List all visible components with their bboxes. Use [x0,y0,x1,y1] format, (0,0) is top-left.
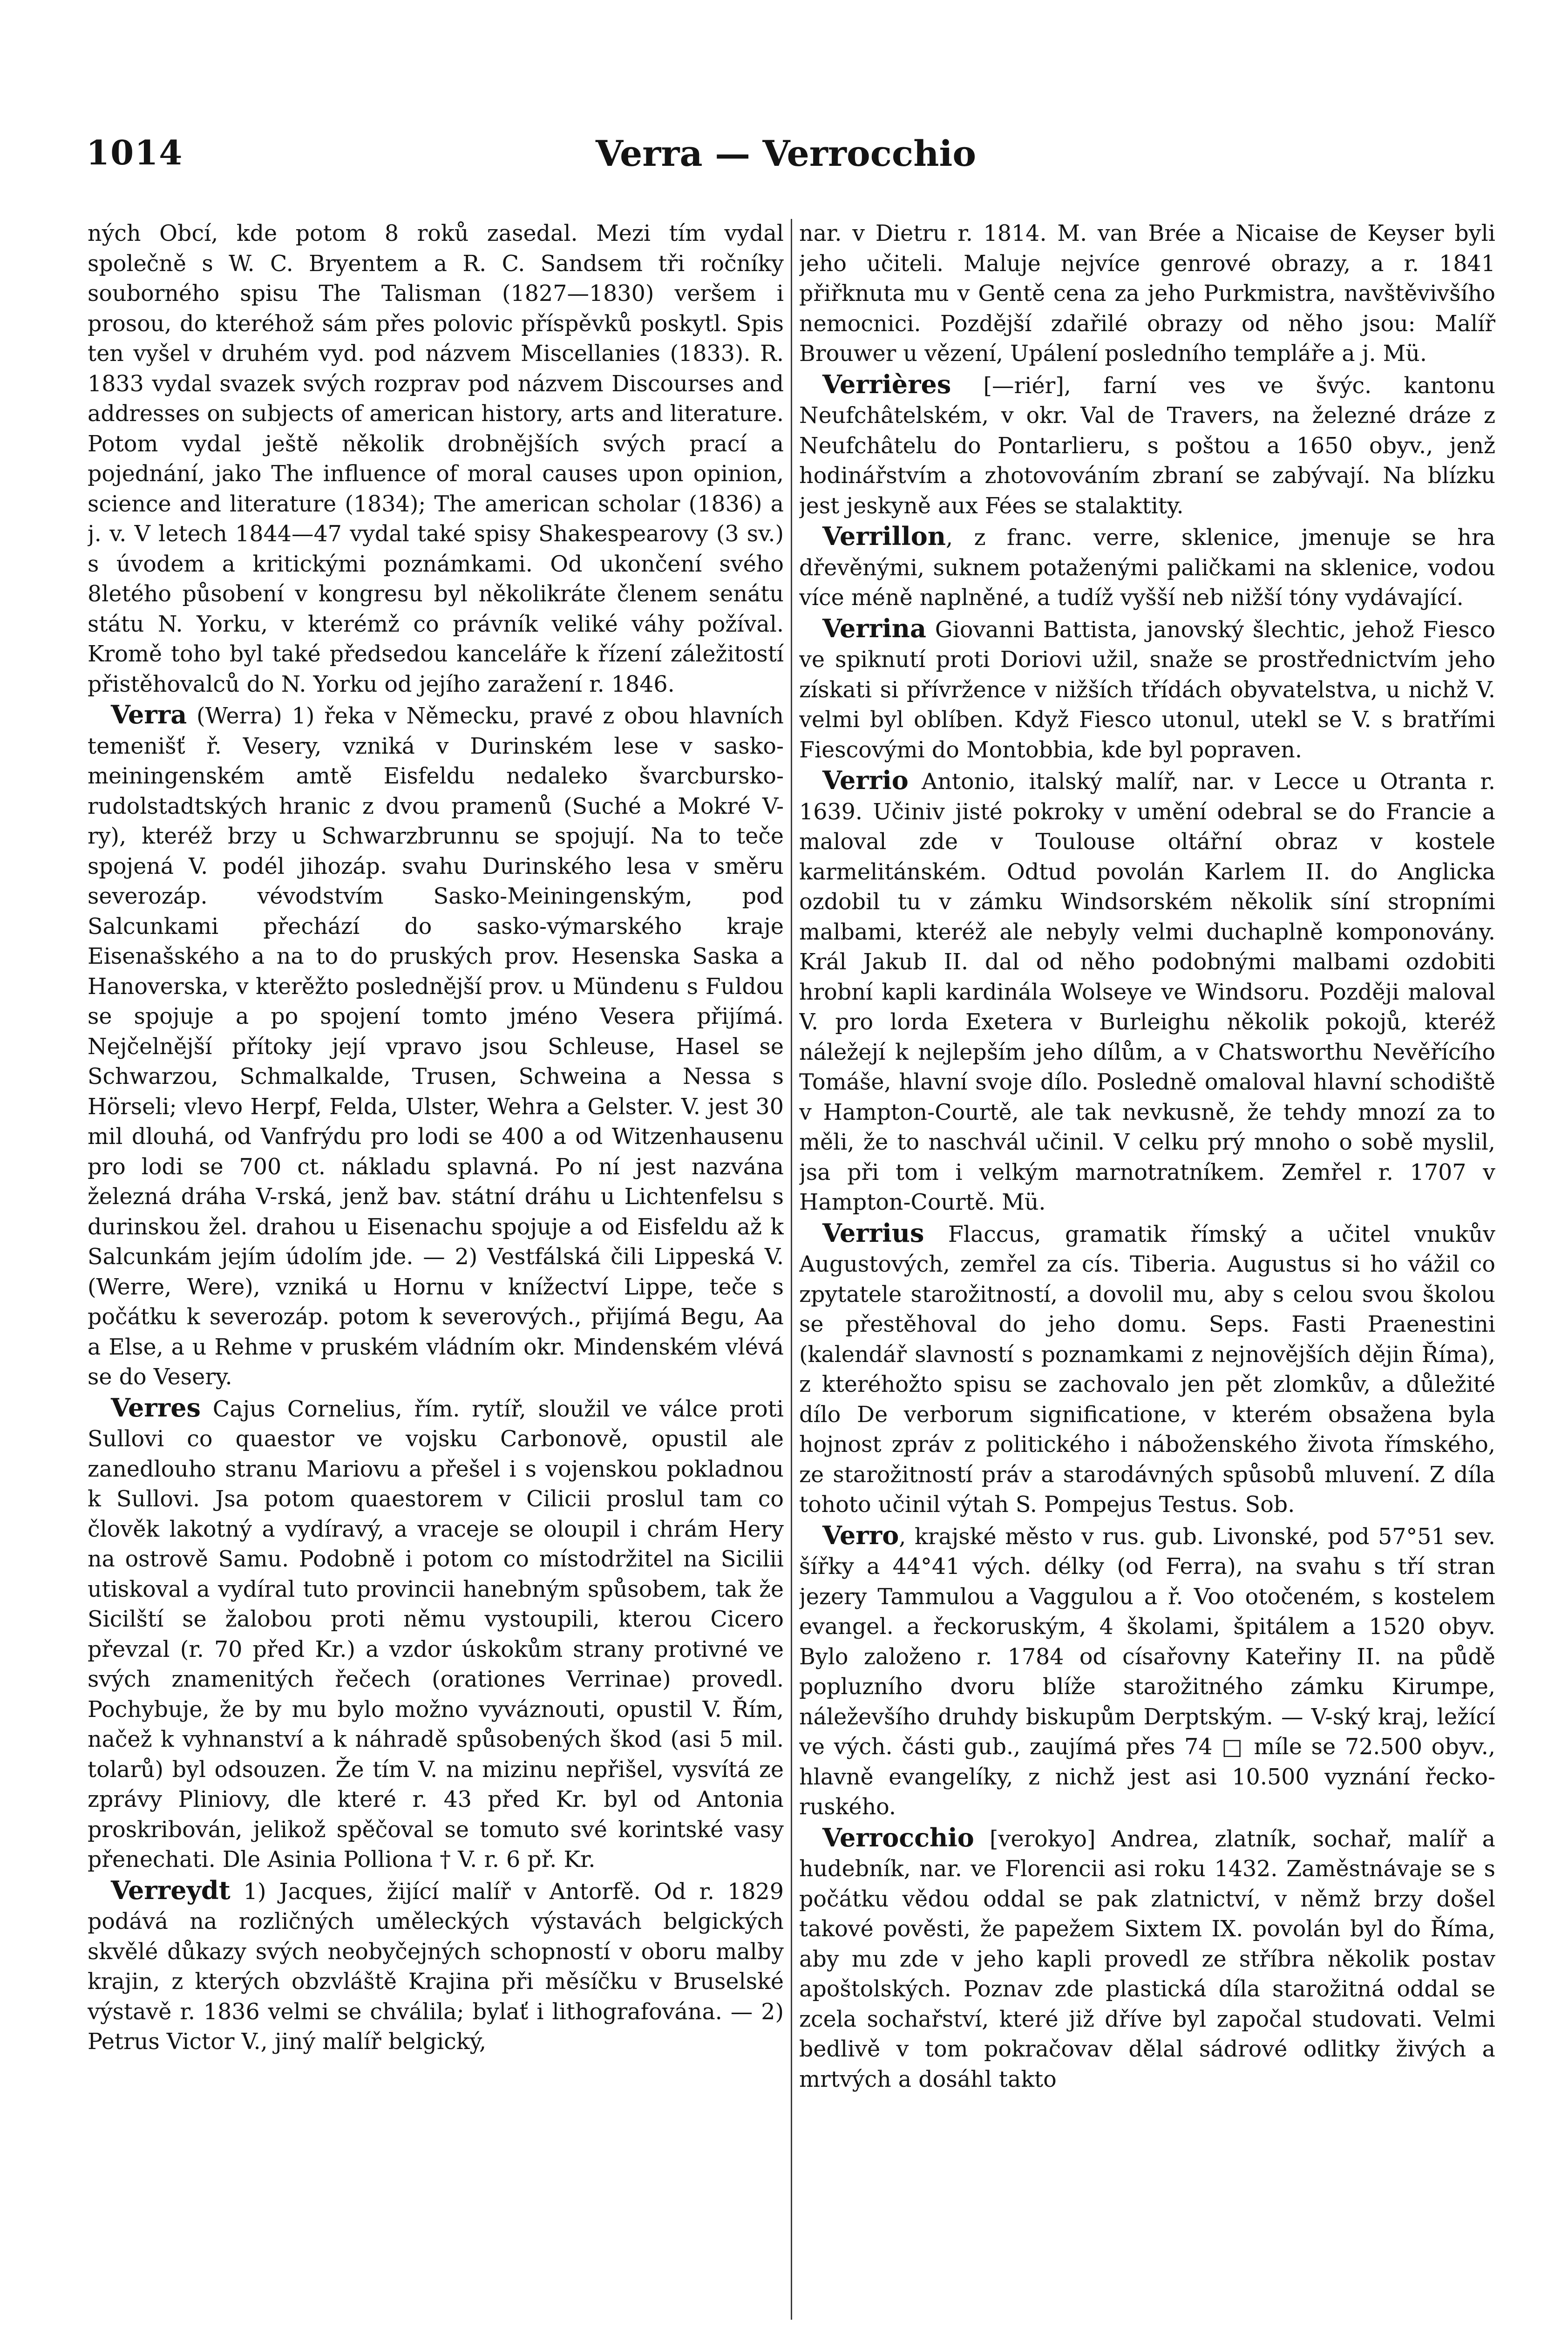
entry-text: , z franc. verre, sklenice, jmenuje se hra dřevěnými, suknem potaženými paličkami na sklenice, vodou více méně naplněné, a tudíž vyšší neb nižší tóny vydávající. [799,525,1495,611]
headword-verro: Verro [822,1520,899,1550]
entry-text: [—riér], farní ves ve švýc. kantonu Neufchâtelském, v okr. Val de Travers, na železné dráze z Neufchâtelu do Pontarlieru, s poštou a 1650 obyv., jenž hodinářstvím a zhotovováním zbraní se zabývají. Na blízku jest jeskyně aux Fées se stalaktity. [799,373,1495,519]
right-column [799,219,1495,2329]
page-header [86,133,1486,184]
running-head: Verra — Verrocchio [595,133,977,174]
headword-verrio: Verrio [822,765,909,795]
entry-text: Giovanni Battista, janovský šlechtic, jehož Fiesco ve spiknutí proti Doriovi užil, snaže se prostřednictvím jeho získati si přívržence v nižších třídách obyvatelstva, u nichž V. velmi byl oblíben. Když Fiesco utonul, utekl se V. s bratřími Fiescovými do Montobbia, kde byl popraven. [799,617,1495,763]
entry-text: ných Obcí, kde potom 8 roků zasedal. Mezi tím vydal společně s W. C. Bryentem a R. C. Sandsem tři ročníky souborného spisu The Talisman (1827—1830) veršem i prosou, do kteréhož sám přes polovic příspěvků poskytl. Spis ten vyšel v druhém vyd. pod názvem Miscellanies (1833). R. 1833 vydal svazek svých rozprav pod názvem Discourses and addresses on subjects of american history, arts and literature. Potom vydal ještě několik drobnějších svých prací a pojednání, jako The influence of moral causes upon opinion, science and literature (1834); The american scholar (1836) a j. v. V letech 1844—47 vydal také spisy Shakespearovy (3 sv.) s úvodem a kritickými poznámkami. Od ukončení svého 8letého působení v kongresu byl několikráte členem senátu státu N. Yorku, v kterémž co právník veliké váhy požíval. Kromě toho byl také předsedou kanceláře k řízení záležitostí přistěhovalců do N. Yorku od jejího zaražení r. 1846. [88,221,784,697]
entry-verrina [799,613,1495,766]
entry-verrocchio [799,1823,1495,2095]
entry-verres [88,1393,784,1875]
entry-text: 1) Jacques, žijící malíř v Antorfě. Od r. 1829 podává na rozličných uměleckých výstavách belgických skvělé důkazy svých neobyčejných schopností v oboru malby krajin, z kterých obzvláště Krajina při měsíčku v Bruselské výstavě r. 1836 velmi se chválila; bylať i lithografována. — 2) Petrus Victor V., jiný malíř belgický, [88,1879,784,2055]
headword-verrius: Verrius [822,1218,924,1248]
entry-verrius [799,1218,1495,1520]
entry-continuation [799,219,1495,369]
entry-continuation [88,219,784,700]
headword-verrieres: Verrières [822,369,951,399]
entry-verreydt [88,1875,784,2057]
entry-text: Antonio, italský malíř, nar. v Lecce u Otranta r. 1639. Učiniv jisté pokroky v umění odebral se do Francie a maloval zde v Toulouse oltářní obraz v kostele karmelitánském. Odtud povolán Karlem II. do Anglicka ozdobil tu v zámku Windsorském několik síní stropními malbami, kteréž ale nebyly velmi duchaplně komponovány. Král Jakub II. dal od něho podobnými malbami ozdobiti hrobní kapli kardinála Wolseye ve Windsoru. Později maloval V. pro lorda Exetera v Burleighu několik pokojů, kteréž náležejí k nejlepším jeho dílům, a v Chatsworthu Nevěřícího Tomáše, hlavní svoje dílo. Posledně omaloval hlavní schodiště v Hampton-Courtě, ale tak nevkusně, že tehdy mnozí za to měli, že to naschvál učinil. V celku prý mnoho o sobě myslil, jsa při tom i velkým marnotratníkem. Zemřel r. 1707 v Hampton-Courtě. Mü. [799,769,1495,1215]
headword-verrocchio: Verrocchio [822,1822,974,1852]
entry-text: nar. v Dietru r. 1814. M. van Brée a Nicaise de Keyser byli jeho učiteli. Maluje nejvíce genrové obrazy, a r. 1841 přiřknuta mu v Gentě cena za jeho Purkmistra, navštěvivšího nemocnici. Pozdější zdařilé obrazy od něho jsou: Malíř Brouwer u vězení, Upálení posledního templáře a j. Mü. [799,221,1495,367]
entry-text: , krajské město v rus. gub. Livonské, pod 57°51 sev. šířky a 44°41 vých. délky (od Ferra), na svahu s tří stran jezery Tammulou a Vaggulou a ř. Voo otočeném, s kostelem evangel. a řeckoruským, 4 školami, špitálem a 1520 obyv. Bylo založeno r. 1784 od císařovny Kateřiny II. na půdě popluzního dvoru blíže starožitného zámku Kirumpe, náleževšího druhdy biskupům Derptským. — V-ský kraj, ležící ve vých. části gub., zaujímá přes 74 □ míle se 72.500 obyv., hlavně evangelíky, z nichž jest asi 10.500 vyznání řecko-ruského. [799,1524,1495,1820]
entry-verra [88,700,784,1393]
headword-verra: Verra [111,700,187,729]
entry-text: [verokyo] Andrea, zlatník, sochař, malíř a hudebník, nar. ve Florencii asi roku 1432. Zaměstnávaje se s počátku vědou oddal se pak zlatnictví, v němž brzy došel takové pověsti, že papežem Sixtem IX. povolán byl do Říma, aby mu zde v jeho kapli provedl ze stříbra několik postav apoštolských. Poznav zde plastická díla starožitná oddal se zcela sochařství, které již dříve byl započal studovati. Velmi bedlivě v tom pokračovav dělal sádrové odlitky živých a mrtvých a dosáhl takto [799,1826,1495,2092]
entry-verro [799,1520,1495,1823]
headword-verrina: Verrina [822,613,926,643]
entry-text: Cajus Cornelius, řím. rytíř, sloužil ve válce proti Sullovi co quaestor ve vojsku Carbonově, opustil ale zanedlouho stranu Mariovu a přešel i s vojenskou pokladnou k Sullovi. Jsa potom quaestorem v Cilicii proslul tam co člověk lakotný a vydíravý, a vraceje se oloupil i chrám Hery na ostrově Samu. Podobně i potom co místodržitel na Sicilii utiskoval a vydíral tuto provincii hanebným spůsobem, tak že Sicilští se žalobou proti němu vystoupili, kterou Cicero převzal (r. 70 před Kr.) a vzdor úskokům strany protivné ve svých znamenitých řečech (orationes Verrinae) provedl. Pochybuje, že by mu bylo možno vyváznouti, opustil V. Řím, načež k vyhnanství a k náhradě spůsobených škod (asi 5 mil. tolarů) byl odsouzen. Že tím V. na mizinu nepřišel, vysvítá ze zprávy Pliniovy, dle které r. 43 před Kr. byl od Antonia proskribován, jelikož spěčoval se tomuto své korintské vasy přenechati. Dle Asinia Polliona † V. r. 6 př. Kr. [88,1396,784,1873]
headword-verrillon: Verrillon [822,521,946,551]
headword-verres: Verres [111,1392,201,1423]
entry-verrio [799,765,1495,1218]
entry-text: (Werra) 1) řeka v Německu, pravé z obou hlavních temenišť ř. Vesery, vzniká v Durinském lese v sasko-meiningenském amtě Eisfeldu nedaleko švarcbursko-rudolstadtských hranic z dvou pramenů (Suché a Mokré V-ry), kteréž brzy u Schwarzbrunnu se spojují. Na to teče spojená V. podél jihozáp. svahu Durinského lesa v směru severozáp. vévodstvím Sasko-Meiningenským, pod Salcunkami přechází do sasko-výmarského kraje Eisenašského a na to do pruských prov. Hesenska Saska a Hanoverska, v kterěžto poslednější prov. u Mündenu s Fuldou se spojuje a po spojení tomto jméno Vesera přijímá. Nejčelnější přítoky její vpravo jsou Schleuse, Hasel se Schwarzou, Schmalkalde, Trusen, Schweina a Nessa s Hörseli; vlevo Herpf, Felda, Ulster, Wehra a Gelster. V. jest 30 mil dlouhá, od Vanfrýdu pro lodi se 400 a od Witzenhausenu pro lodi se 700 ct. nákladu splavná. Po ní jest nazvána železná dráha V-rská, jenž bav. státní dráhu u Lichtenfelsu s durinskou žel. drahou u Eisenachu spojuje a od Eisfeldu až k Salcunkám jejím údolím jde. — 2) Vestfálská čili Lippeská V. (Werre, Were), vzniká u Hornu v knížectví Lippe, teče s počátku k severozáp. potom k severových., přijímá Begu, Aa a Else, a u Rehme v pruském vládním okr. Mindenském vlévá se do Vesery. [88,703,784,1390]
entry-verrieres [799,369,1495,522]
entry-verrillon [799,521,1495,613]
headword-verreydt: Verreydt [111,1875,231,1905]
entry-text: Flaccus, gramatik římský a učitel vnukův Augustových, zemřel za cís. Tiberia. Augustus si ho vážil co zpytatele starožitností, a dovolil mu, aby s celou svou školou se přestěhoval do jeho domu. Seps. Fasti Praenestini (kalendář slavností s poznamkami z nejnovějších dějin Říma), z kteréhožto spisu se zachovalo jen pět zlomkův, a důležité dílo De verborum significatione, v kterém obsažena byla hojnost zpráv z politického i náboženského života římského, ze starožitností práv a starodávných spůsobů mluvení. Z díla tohoto učinil výtah S. Pompejus Testus. Sob. [799,1221,1495,1518]
column-divider [791,219,792,2320]
left-column [88,219,784,2329]
page-number: 1014 [86,133,183,172]
